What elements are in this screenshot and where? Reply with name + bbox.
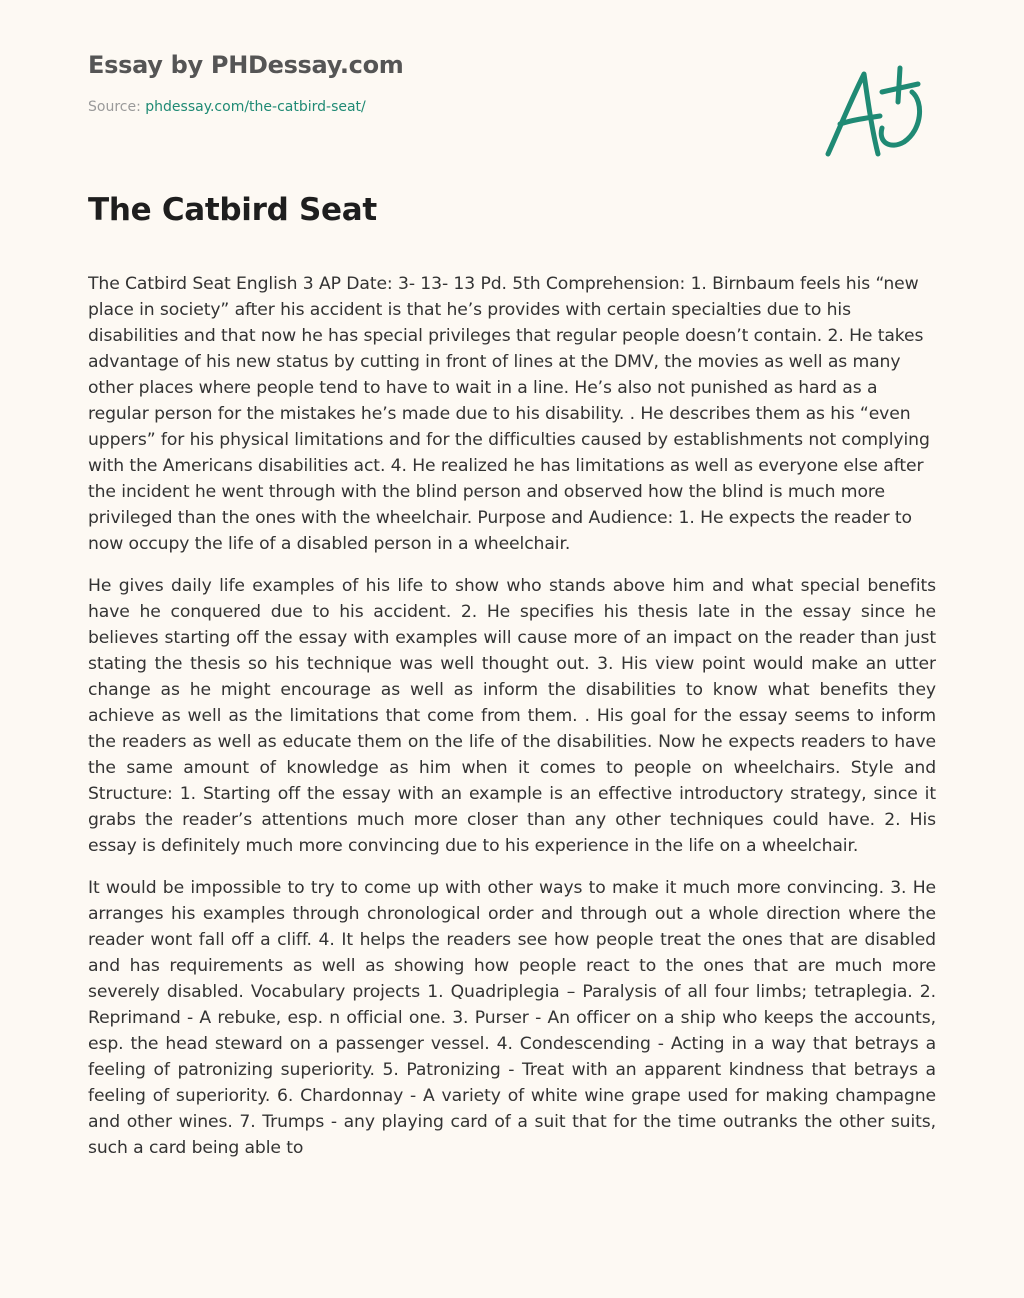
essay-body <box>88 271 936 1298</box>
source-link[interactable]: phdessay.com/the-catbird-seat/ <box>145 99 366 115</box>
source-line <box>88 98 788 116</box>
a-plus-logo-icon <box>820 62 930 162</box>
page-header <box>88 48 788 116</box>
source-label: Source: <box>88 99 141 115</box>
essay-title: The Catbird Seat <box>88 192 377 228</box>
essay-paragraph: The Catbird Seat English 3 AP Date: 3- 13- 13 Pd. 5th Comprehension: 1. Birnbaum feels his “new place in society” after his accident is that he’s provides with certain specialties due to his disabilities and that now he has special privileges that regular people doesn’t contain. 2. He takes advantage of his new status by cutting in front of lines at the DMV, the movies as well as many other places where people tend to have to wait in a line. He’s also not punished as hard as a regular person for the mistakes he’s made due to his disability. . He describes them as his “even uppers” for his physical limitations and for the difficulties caused by establishments not complying with the Americans disabilities act. 4. He realized he has limitations as well as everyone else after the incident he went through with the blind person and observed how the blind is much more privileged than the ones with the wheelchair. Purpose and Audience: 1. He expects the reader to now occupy the life of a disabled person in a wheelchair. <box>88 274 930 554</box>
site-title: Essay by PHDessay.com <box>88 51 404 79</box>
essay-paragraph: It would be impossible to try to come up with other ways to make it much more convincing. 3. He arranges his examples through chronological order and through out a whole direction where the reader wont fall off a cliff. 4. It helps the readers see how people treat the ones that are disabled and has requirements as well as showing how people react to the ones that are much more severely disabled. Vocabulary projects 1. Quadriplegia – Paralysis of all four limbs; tetraplegia. 2. Reprimand - A rebuke, esp. n official one. 3. Purser - An officer on a ship who keeps the accounts, esp. the head steward on a passenger vessel. 4. Condescending - Acting in a way that betrays a feeling of patronizing superiority. 5. Patronizing - Treat with an apparent kindness that betrays a feeling of superiority. 6. Chardonnay - A variety of white wine grape used for making champagne and other wines. 7. Trumps - any playing card of a suit that for the time outranks the other suits, such a card being able to <box>88 878 936 1158</box>
essay-paragraph: He gives daily life examples of his life to show who stands above him and what special benefits have he conquered due to his accident. 2. He specifies his thesis late in the essay since he believes starting off the essay with examples will cause more of an impact on the reader than just stating the thesis so his technique was well thought out. 3. His view point would make an utter change as he might encourage as well as inform the disabilities to know what benefits they achieve as well as the limitations that come from them. . His goal for the essay seems to inform the readers as well as educate them on the life of the disabilities. Now he expects readers to have the same amount of knowledge as him when it comes to people on wheelchairs. Style and Structure: 1. Starting off the essay with an example is an effective introductory strategy, since it grabs the reader’s attentions much more closer than any other techniques could have. 2. His essay is definitely much more convincing due to his experience in the life on a wheelchair. <box>88 576 936 856</box>
